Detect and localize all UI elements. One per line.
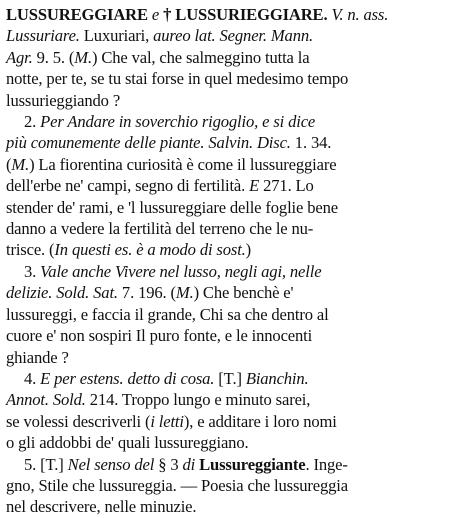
body-text: 9. 5. ( [32, 47, 75, 67]
body-text: 2. [24, 112, 41, 132]
body-text: o gli addobbi de' quali lussureggiano. [6, 433, 249, 453]
body-text: 1. 34. [290, 133, 332, 153]
text-line [6, 197, 453, 218]
body-text: ) [245, 240, 252, 260]
body-text: ) La fiorentina curiosità è come il lussureggiare [29, 154, 337, 174]
body-text: ) Che val, che salmeggino tutta la [91, 47, 310, 67]
body-text: notte, per te, se tu stai forse in quel medesimo tempo [6, 69, 349, 89]
text-line [6, 389, 453, 410]
text-line [6, 411, 453, 432]
italic-text: In questi es. è a modo di sost. [54, 240, 246, 260]
headword: LUSSUREGGIARE [6, 5, 148, 24]
text-line [6, 261, 453, 282]
text-line [6, 25, 453, 46]
body-text: . Inge- [305, 454, 348, 474]
body-text: cuore e' non sospiri Il puro fonte, e le innocenti [6, 326, 313, 346]
italic-text: E [249, 176, 260, 196]
body-text: se volessi descriverli ( [6, 411, 151, 431]
italic-text: Nel senso del [67, 454, 155, 474]
text-line [6, 4, 453, 25]
italic-text: delizie. Sold. Sat. [6, 283, 118, 303]
italic-text: M. [175, 283, 194, 303]
text-line [6, 68, 453, 89]
italic-text: più comunemente delle piante. Salvin. Disc. [6, 133, 291, 153]
body-text: ghiande ? [6, 347, 69, 367]
italic-text: Lussuriare. [6, 26, 80, 46]
body-text: [T.] [214, 368, 246, 388]
text-line [6, 368, 453, 389]
text-line [6, 432, 453, 453]
text-line [6, 154, 453, 175]
text-line [6, 175, 453, 196]
body-text: lussurieggiando ? [6, 90, 121, 110]
text-line [6, 325, 453, 346]
headword: Lussureggiante [195, 454, 306, 474]
italic-text: i letti [150, 411, 184, 431]
text-line [6, 347, 453, 368]
body-text: ( [6, 154, 12, 174]
text-line [6, 132, 453, 153]
italic-text: Agr. [6, 47, 33, 67]
italic-text: V. n. ass. [327, 5, 389, 24]
text-line [6, 111, 453, 132]
body-text: ), e additare i loro nomi [183, 411, 337, 431]
body-text: 3. [24, 261, 41, 281]
body-text: Luxuriari, [79, 26, 154, 46]
body-text: trisce. ( [6, 240, 55, 260]
body-text: dell'erbe ne' campi, segno di fertilità. [6, 176, 250, 196]
italic-text: M. [74, 47, 92, 67]
text-line [6, 496, 453, 517]
text-line [6, 90, 453, 111]
body-text: § 3 [154, 454, 183, 474]
text-line [6, 218, 453, 239]
body-text: ) Che benchè e' [193, 283, 294, 303]
body-text: stender de' rami, e 'l lussureggiare delle foglie bene [6, 197, 338, 217]
text-line [6, 475, 453, 496]
italic-text: e [147, 5, 164, 24]
body-text: 271. Lo [259, 176, 314, 196]
body-text: 214. Troppo lungo e minuto sarei, [85, 390, 311, 410]
italic-text: Bianchin. [245, 368, 309, 388]
text-line [6, 239, 453, 260]
italic-text: Per Andare in soverchio rigoglio, e si dice [40, 112, 316, 132]
text-line [6, 282, 453, 303]
text-line [6, 304, 453, 325]
italic-text: aureo lat. Segner. Mann. [153, 26, 313, 46]
body-text: danno a vedere la fertilità del terreno che le nu- [6, 219, 314, 239]
body-text: gno, Stile che lussureggia. — Poesia che lussureggia [6, 475, 348, 495]
italic-text: di [182, 454, 196, 474]
italic-text: Annot. Sold. [6, 390, 86, 410]
italic-text: M. [11, 154, 30, 174]
body-text: 5. [T.] [24, 454, 68, 474]
text-line [6, 47, 453, 68]
text-line [6, 454, 453, 475]
body-text: 7. 196. ( [117, 283, 176, 303]
body-text: lussureggi, e faccia il grande, Chi sa che dentro al [6, 304, 329, 324]
body-text: nel descrivere, nelle minuzie. [6, 497, 197, 517]
headword: † LUSSURIEGGIARE. [163, 5, 328, 24]
body-text: 4. [24, 368, 41, 388]
italic-text: Vale anche Vivere nel lusso, negli agi, nelle [40, 261, 322, 281]
italic-text: E per estens. detto di cosa. [40, 368, 215, 388]
